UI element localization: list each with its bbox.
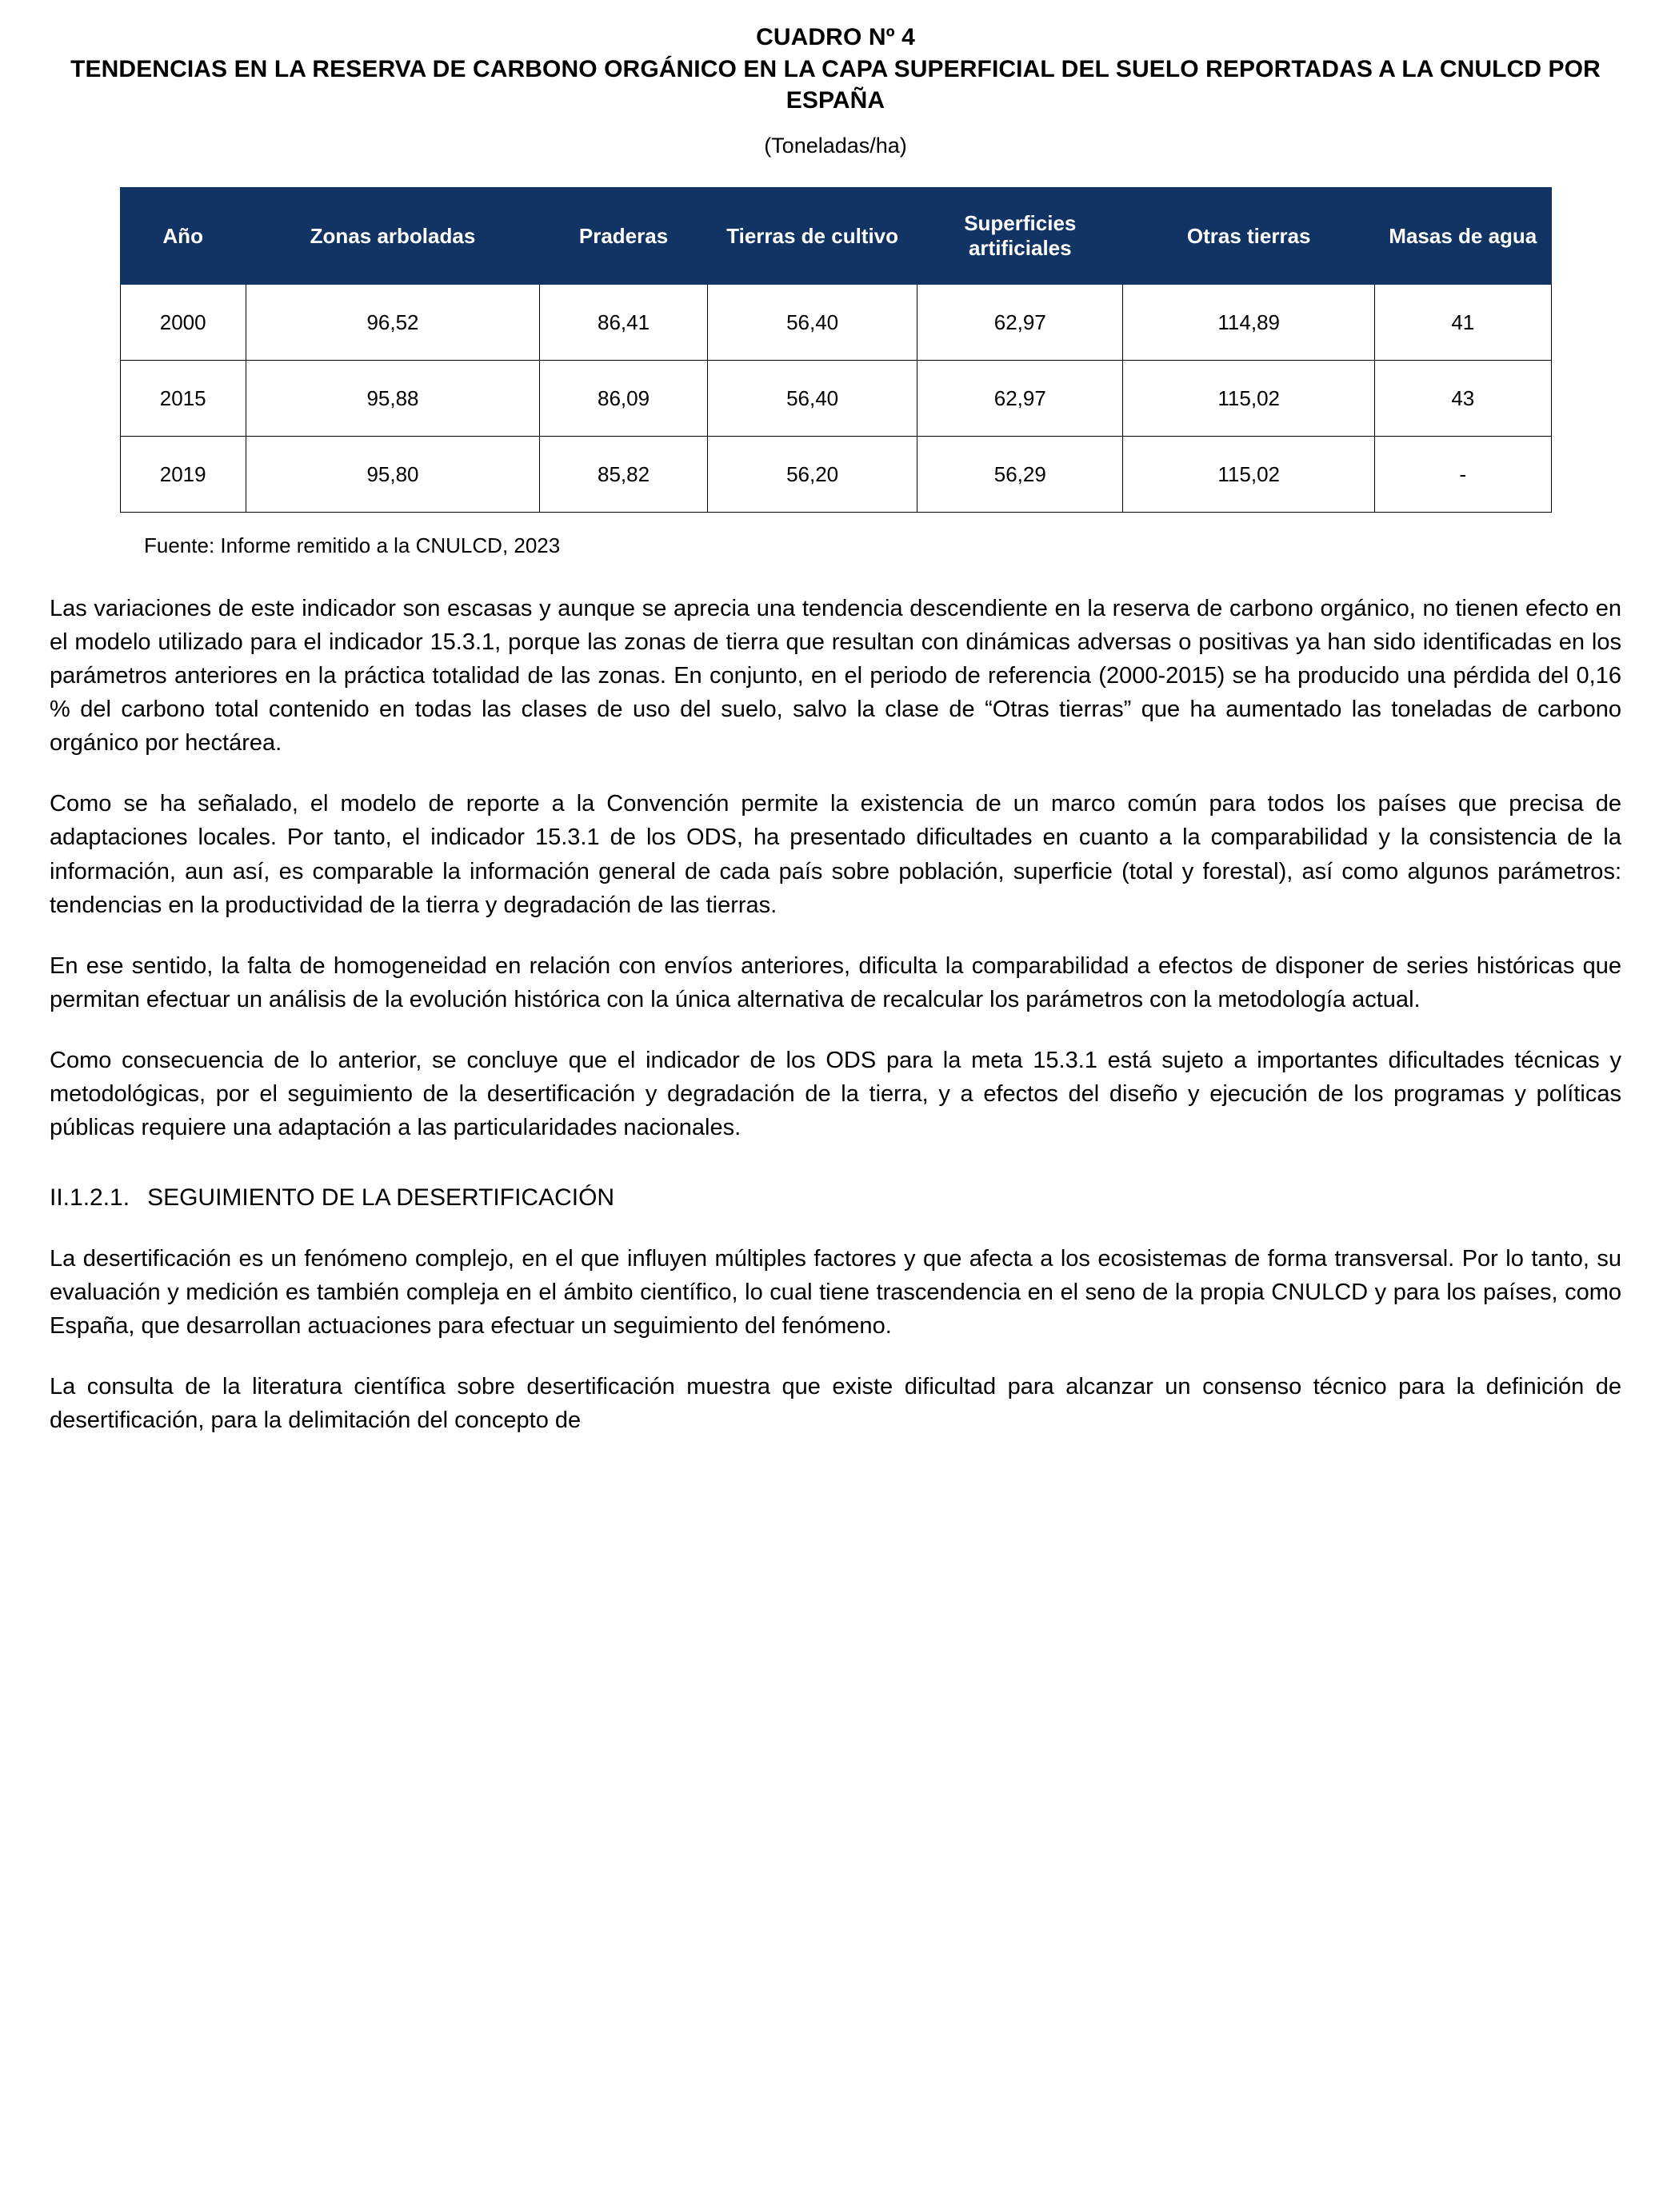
cell-praderas: 86,09 <box>540 361 708 437</box>
cell-otras-tierras: 114,89 <box>1123 285 1375 361</box>
carbon-table-container <box>50 187 1621 513</box>
paragraph-2: Como se ha señalado, el modelo de reporte a la Convención permite la existencia de un marco común para todos los países que precisa de adaptaciones locales. Por tanto, el indicador 15.3.1 de los ODS, ha presentado dificultades en cuanto a la comparabilidad y la consistencia de la información, aun así, es comparable la información general de cada país sobre población, superficie (total y forestal), así como algunos parámetros: tendencias en la productividad de la tierra y degradación de las tierras. <box>50 791 1621 918</box>
cell-superficies-artificiales: 62,97 <box>917 361 1123 437</box>
column-header-tierras-de-cultivo: Tierras de cultivo <box>707 188 917 285</box>
section-number: II.1.2.1. <box>50 1184 130 1211</box>
cell-anio: 2015 <box>120 361 246 437</box>
paragraph-6: La consulta de la literatura científica sobre desertificación muestra que existe dificultad para alcanzar un consenso técnico para la definición de desertificación, para la delimitación del concepto de <box>50 1373 1621 1434</box>
table-row <box>120 285 1551 361</box>
cell-praderas: 86,41 <box>540 285 708 361</box>
cell-tierras-cultivo: 56,40 <box>707 361 917 437</box>
column-header-praderas: Praderas <box>540 188 708 285</box>
table-row <box>120 437 1551 513</box>
cell-zonas-arboladas: 96,52 <box>246 285 539 361</box>
cell-masas-agua: 43 <box>1375 361 1551 437</box>
cell-anio: 2000 <box>120 285 246 361</box>
cell-tierras-cultivo: 56,40 <box>707 285 917 361</box>
paragraph-5: La desertificación es un fenómeno complejo, en el que influyen múltiples factores y que afecta a los ecosistemas de forma transversal. Por lo tanto, su evaluación y medición es también compleja en el ámbito científico, lo cual tiene trascendencia en el seno de la propia CNULCD y para los países, como España, que desarrollan actuaciones para efectuar un seguimiento del fenómeno. <box>50 1245 1621 1339</box>
table-header-row <box>120 188 1551 285</box>
cell-tierras-cultivo: 56,20 <box>707 437 917 513</box>
column-header-superficies-artificiales: Superficies artificiales <box>917 188 1123 285</box>
cell-otras-tierras: 115,02 <box>1123 361 1375 437</box>
carbon-stock-table <box>120 187 1552 513</box>
table-units: (Toneladas/ha) <box>764 134 907 158</box>
cell-masas-agua: 41 <box>1375 285 1551 361</box>
paragraph-3: En ese sentido, la falta de homogeneidad en relación con envíos anteriores, dificulta la comparabilidad a efectos de disponer de series históricas que permitan efectuar un análisis de la evolución histórica con la única alternativa de recalcular los parámetros con la metodología actual. <box>50 952 1621 1012</box>
table-title-line-1: CUADRO Nº 4 <box>756 24 915 50</box>
section-heading <box>50 1181 1621 1215</box>
paragraph-1: Las variaciones de este indicador son escasas y aunque se aprecia una tendencia descendiente en la reserva de carbono orgánico, no tienen efecto en el modelo utilizado para el indicador 15.3.1, porque las zonas de tierra que resultan con dinámicas adversas o positivas ya han sido identificadas en los parámetros anteriores en la práctica totalidad de las zonas. En conjunto, en el periodo de referencia (2000-2015) se ha producido una pérdida del 0,16 % del carbono total contenido en todas las clases de uso del suelo, salvo la clase de “Otras tierras” que ha aumentado las toneladas de carbono orgánico por hectárea. <box>50 596 1621 757</box>
cell-praderas: 85,82 <box>540 437 708 513</box>
cell-superficies-artificiales: 62,97 <box>917 285 1123 361</box>
cell-zonas-arboladas: 95,88 <box>246 361 539 437</box>
cell-masas-agua: - <box>1375 437 1551 513</box>
column-header-anio: Año <box>120 188 246 285</box>
cell-otras-tierras: 115,02 <box>1123 437 1375 513</box>
cell-zonas-arboladas: 95,80 <box>246 437 539 513</box>
paragraph-4: Como consecuencia de lo anterior, se concluye que el indicador de los ODS para la meta 15.3.1 está sujeto a importantes dificultades técnicas y metodológicas, por el seguimiento de la desertificación y degradación de la tierra, y a efectos del diseño y ejecución de los programas y políticas públicas requiere una adaptación a las particularidades nacionales. <box>50 1047 1621 1140</box>
table-title-line-2: TENDENCIAS EN LA RESERVA DE CARBONO ORGÁNICO EN LA CAPA SUPERFICIAL DEL SUELO REPORTADAS A LA CNULCD POR ESPAÑA <box>70 56 1601 114</box>
table-row <box>120 361 1551 437</box>
column-header-zonas-arboladas: Zonas arboladas <box>246 188 539 285</box>
column-header-masas-de-agua: Masas de agua <box>1375 188 1551 285</box>
cell-anio: 2019 <box>120 437 246 513</box>
column-header-otras-tierras: Otras tierras <box>1123 188 1375 285</box>
table-source: Fuente: Informe remitido a la CNULCD, 2023 <box>144 533 561 558</box>
cell-superficies-artificiales: 56,29 <box>917 437 1123 513</box>
section-title: SEGUIMIENTO DE LA DESERTIFICACIÓN <box>147 1184 615 1211</box>
table-title <box>50 22 1621 116</box>
